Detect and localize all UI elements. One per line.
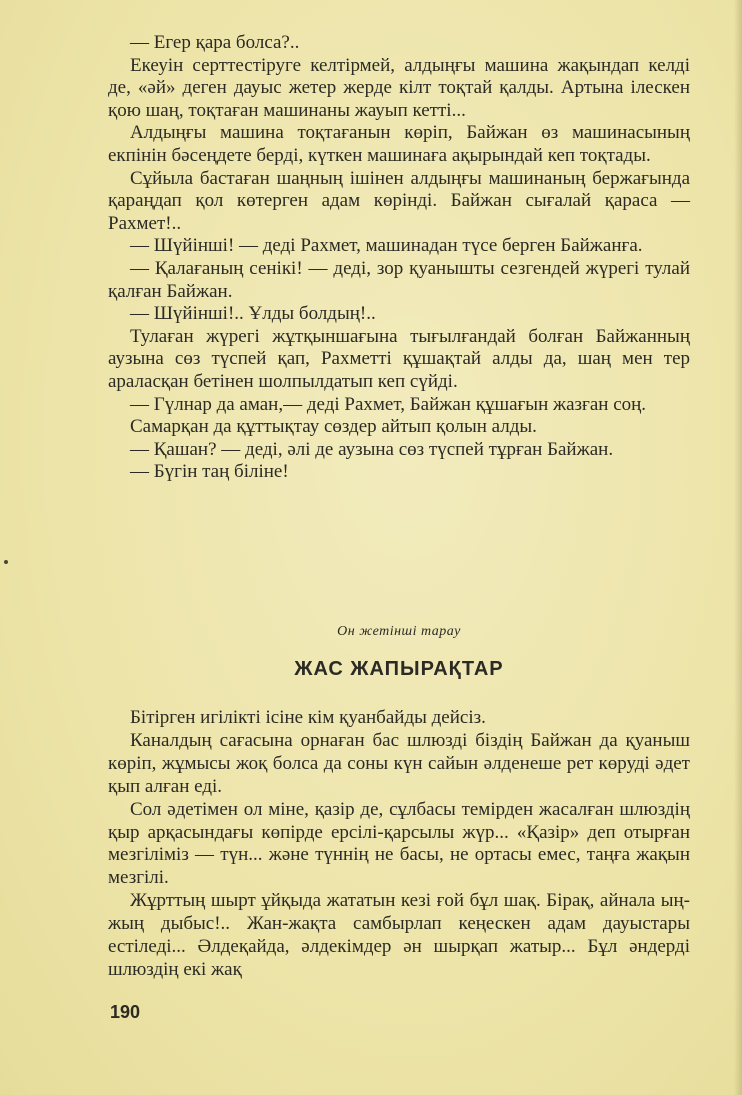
paragraph: Сол әдетімен ол міне, қазір де, сұлбасы темірден жасалған шлюздің қыр арқасындағы көпірде ерсілі-қарсылы жүр... «Қазір» деп отырған мезгіліміз — түн... және түннің не басы, не ортасы емес, таңға жақын мезгілі. — [108, 798, 690, 889]
paragraph: Жұрттың шырт ұйқыда жататын кезі ғой бұл шақ. Бірақ, айнала ың-жың дыбыс!.. Жан-жақта самбырлап кеңескен адам дауыстары естіледі... Әлдеқайда, әлдекімдер ән шырқап жатыр... Бұл әндерді шлюздің екі жақ — [108, 890, 690, 980]
paragraph: Каналдың сағасына орнаған бас шлюзді біздің Байжан да қуаныш көріп, жұмысы жоқ болса да соны күн сайын әлденеше рет көруді әдет қып алған еді. — [108, 729, 690, 797]
story-text-top — [108, 32, 690, 484]
paragraph: — Шүйінші!.. Ұлды болдың!.. — [130, 303, 376, 325]
chapter-title: ЖАС ЖАПЫРАҚТАР — [294, 658, 504, 680]
paragraph: — Гүлнар да аман,— деді Рахмет, Байжан құшағын жазған соң. — [130, 393, 647, 415]
paragraph: Екеуін серттестіруге келтірмей, алдыңғы машина жақындап келді де, «әй» деген дауыс жетер жерде кілт тоқтай қалды. Артына ілескен қою шаң, тоқтаған машинаны жауып кетті... — [108, 54, 690, 121]
page-edge-shadow — [734, 0, 742, 1095]
ink-speck — [4, 560, 8, 564]
paragraph: Бітірген игілікті ісіне кім қуанбайды дейсіз. — [130, 707, 486, 728]
paragraph: — Шүйінші! — деді Рахмет, машинадан түсе берген Байжанға. — [130, 235, 643, 257]
paragraph: — Егер қара болса?.. — [130, 32, 300, 53]
paragraph: Сұйыла бастаған шаңның ішінен алдыңғы машинаның бержағында қараңдап қол көтерген адам көрінді. Байжан сығалай қараса — Рахмет!.. — [108, 167, 690, 234]
paragraph: Самарқан да құттықтау сөздер айтып қолын алды. — [130, 416, 537, 438]
story-text-bottom — [108, 707, 690, 982]
paragraph: Тулаған жүрегі жұтқыншағына тығылғандай болған Байжанның аузына сөз түспей қап, Рахметті құшақтай алды да, шаң мен тер араласқан бетінен шолпылдатып кеп сүйді. — [108, 325, 690, 392]
paragraph: — Қашан? — деді, әлі де аузына сөз түспей тұрған Байжан. — [130, 438, 614, 460]
chapter-label: Он жетінші тарау — [337, 624, 461, 639]
page-number: 190 — [110, 1002, 141, 1022]
paragraph: — Бүгін таң біліне! — [130, 461, 289, 483]
paragraph: — Қалағаның сенікі! — деді, зор қуанышты сезгендей жүрегі тулай қалған Байжан. — [108, 257, 690, 302]
paragraph: Алдыңғы машина тоқтағанын көріп, Байжан өз машинасының екпінін бәсеңдете берді, күткен машинаға ақырындай кеп тоқтады. — [108, 122, 690, 166]
